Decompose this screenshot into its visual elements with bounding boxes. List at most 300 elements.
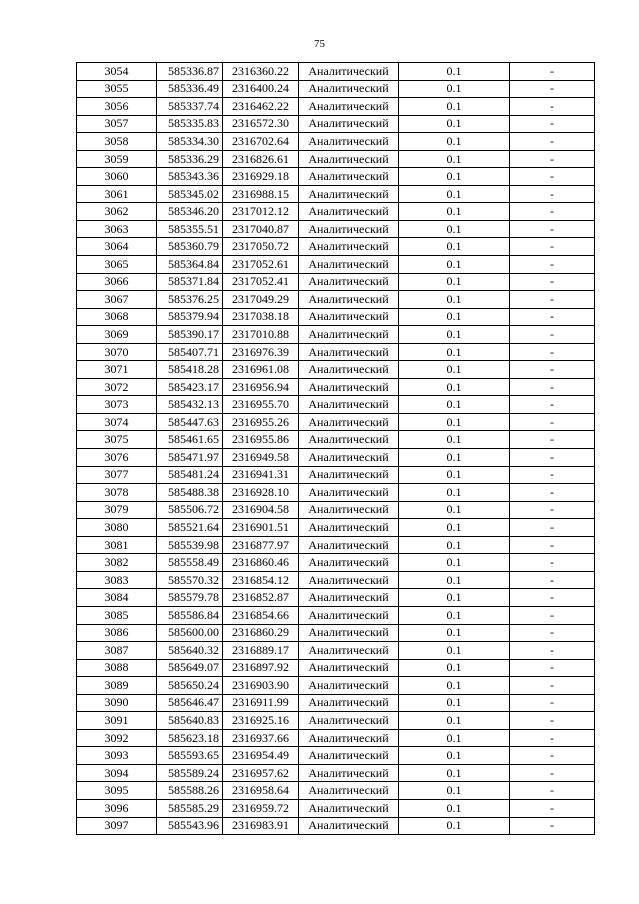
method-cell: Аналитический (299, 782, 399, 800)
note-cell: - (510, 712, 595, 730)
accuracy-cell: 0.1 (399, 554, 510, 572)
y-coordinate-cell: 2316911.99 (223, 694, 299, 712)
y-coordinate-cell: 2316572.30 (223, 115, 299, 133)
method-cell: Аналитический (299, 431, 399, 449)
x-coordinate-cell: 585336.87 (157, 63, 223, 81)
method-cell: Аналитический (299, 115, 399, 133)
note-cell: - (510, 606, 595, 624)
note-cell: - (510, 694, 595, 712)
y-coordinate-cell: 2317050.72 (223, 238, 299, 256)
method-cell: Аналитический (299, 203, 399, 221)
x-coordinate-cell: 585346.20 (157, 203, 223, 221)
method-cell: Аналитический (299, 361, 399, 379)
table-row (77, 782, 595, 800)
x-coordinate-cell: 585360.79 (157, 238, 223, 256)
method-cell: Аналитический (299, 606, 399, 624)
method-cell: Аналитический (299, 747, 399, 765)
y-coordinate-cell: 2316854.66 (223, 606, 299, 624)
y-coordinate-cell: 2316956.94 (223, 378, 299, 396)
method-cell: Аналитический (299, 519, 399, 537)
table-row (77, 203, 595, 221)
note-cell: - (510, 291, 595, 309)
point-number-cell: 3075 (77, 431, 157, 449)
method-cell: Аналитический (299, 466, 399, 484)
note-cell: - (510, 203, 595, 221)
accuracy-cell: 0.1 (399, 694, 510, 712)
note-cell: - (510, 150, 595, 168)
accuracy-cell: 0.1 (399, 238, 510, 256)
accuracy-cell: 0.1 (399, 624, 510, 642)
x-coordinate-cell: 585506.72 (157, 501, 223, 519)
point-number-cell: 3083 (77, 571, 157, 589)
y-coordinate-cell: 2316988.15 (223, 185, 299, 203)
accuracy-cell: 0.1 (399, 764, 510, 782)
method-cell: Аналитический (299, 238, 399, 256)
table-row (77, 589, 595, 607)
point-number-cell: 3060 (77, 168, 157, 186)
y-coordinate-cell: 2316958.64 (223, 782, 299, 800)
point-number-cell: 3091 (77, 712, 157, 730)
x-coordinate-cell: 585390.17 (157, 326, 223, 344)
note-cell: - (510, 589, 595, 607)
note-cell: - (510, 343, 595, 361)
table-row (77, 536, 595, 554)
x-coordinate-cell: 585335.83 (157, 115, 223, 133)
coordinates-table (76, 62, 595, 835)
note-cell: - (510, 238, 595, 256)
point-number-cell: 3087 (77, 642, 157, 660)
accuracy-cell: 0.1 (399, 98, 510, 116)
table-row (77, 466, 595, 484)
table-row (77, 642, 595, 660)
point-number-cell: 3085 (77, 606, 157, 624)
x-coordinate-cell: 585539.98 (157, 536, 223, 554)
y-coordinate-cell: 2317010.88 (223, 326, 299, 344)
method-cell: Аналитический (299, 413, 399, 431)
table-row (77, 554, 595, 572)
note-cell: - (510, 659, 595, 677)
point-number-cell: 3063 (77, 220, 157, 238)
method-cell: Аналитический (299, 589, 399, 607)
table-row (77, 80, 595, 98)
y-coordinate-cell: 2316941.31 (223, 466, 299, 484)
point-number-cell: 3064 (77, 238, 157, 256)
note-cell: - (510, 220, 595, 238)
method-cell: Аналитический (299, 642, 399, 660)
method-cell: Аналитический (299, 133, 399, 151)
point-number-cell: 3090 (77, 694, 157, 712)
method-cell: Аналитический (299, 624, 399, 642)
point-number-cell: 3081 (77, 536, 157, 554)
y-coordinate-cell: 2317052.61 (223, 256, 299, 274)
y-coordinate-cell: 2316400.24 (223, 80, 299, 98)
x-coordinate-cell: 585447.63 (157, 413, 223, 431)
accuracy-cell: 0.1 (399, 782, 510, 800)
x-coordinate-cell: 585343.36 (157, 168, 223, 186)
x-coordinate-cell: 585649.07 (157, 659, 223, 677)
point-number-cell: 3061 (77, 185, 157, 203)
note-cell: - (510, 168, 595, 186)
point-number-cell: 3079 (77, 501, 157, 519)
note-cell: - (510, 624, 595, 642)
table-row (77, 677, 595, 695)
method-cell: Аналитический (299, 378, 399, 396)
x-coordinate-cell: 585371.84 (157, 273, 223, 291)
method-cell: Аналитический (299, 273, 399, 291)
note-cell: - (510, 571, 595, 589)
note-cell: - (510, 729, 595, 747)
note-cell: - (510, 642, 595, 660)
accuracy-cell: 0.1 (399, 747, 510, 765)
method-cell: Аналитический (299, 185, 399, 203)
note-cell: - (510, 484, 595, 502)
y-coordinate-cell: 2317038.18 (223, 308, 299, 326)
table-row (77, 484, 595, 502)
accuracy-cell: 0.1 (399, 642, 510, 660)
y-coordinate-cell: 2316702.64 (223, 133, 299, 151)
point-number-cell: 3065 (77, 256, 157, 274)
method-cell: Аналитический (299, 150, 399, 168)
note-cell: - (510, 396, 595, 414)
x-coordinate-cell: 585336.29 (157, 150, 223, 168)
y-coordinate-cell: 2317012.12 (223, 203, 299, 221)
method-cell: Аналитический (299, 571, 399, 589)
y-coordinate-cell: 2316928.10 (223, 484, 299, 502)
y-coordinate-cell: 2316954.49 (223, 747, 299, 765)
coordinates-table-body (77, 63, 595, 835)
accuracy-cell: 0.1 (399, 484, 510, 502)
y-coordinate-cell: 2316826.61 (223, 150, 299, 168)
y-coordinate-cell: 2316955.26 (223, 413, 299, 431)
method-cell: Аналитический (299, 554, 399, 572)
method-cell: Аналитический (299, 256, 399, 274)
x-coordinate-cell: 585355.51 (157, 220, 223, 238)
x-coordinate-cell: 585588.26 (157, 782, 223, 800)
accuracy-cell: 0.1 (399, 63, 510, 81)
x-coordinate-cell: 585471.97 (157, 449, 223, 467)
point-number-cell: 3080 (77, 519, 157, 537)
note-cell: - (510, 63, 595, 81)
table-row (77, 817, 595, 835)
table-row (77, 273, 595, 291)
note-cell: - (510, 133, 595, 151)
accuracy-cell: 0.1 (399, 291, 510, 309)
point-number-cell: 3093 (77, 747, 157, 765)
accuracy-cell: 0.1 (399, 80, 510, 98)
note-cell: - (510, 361, 595, 379)
note-cell: - (510, 764, 595, 782)
point-number-cell: 3056 (77, 98, 157, 116)
x-coordinate-cell: 585423.17 (157, 378, 223, 396)
method-cell: Аналитический (299, 712, 399, 730)
table-row (77, 799, 595, 817)
point-number-cell: 3066 (77, 273, 157, 291)
note-cell: - (510, 501, 595, 519)
y-coordinate-cell: 2316957.62 (223, 764, 299, 782)
point-number-cell: 3077 (77, 466, 157, 484)
method-cell: Аналитический (299, 80, 399, 98)
method-cell: Аналитический (299, 396, 399, 414)
accuracy-cell: 0.1 (399, 203, 510, 221)
point-number-cell: 3096 (77, 799, 157, 817)
y-coordinate-cell: 2316929.18 (223, 168, 299, 186)
y-coordinate-cell: 2316959.72 (223, 799, 299, 817)
table-row (77, 378, 595, 396)
x-coordinate-cell: 585334.30 (157, 133, 223, 151)
accuracy-cell: 0.1 (399, 413, 510, 431)
table-row (77, 396, 595, 414)
table-row (77, 764, 595, 782)
table-row (77, 168, 595, 186)
x-coordinate-cell: 585376.25 (157, 291, 223, 309)
x-coordinate-cell: 585488.38 (157, 484, 223, 502)
method-cell: Аналитический (299, 484, 399, 502)
method-cell: Аналитический (299, 677, 399, 695)
point-number-cell: 3092 (77, 729, 157, 747)
x-coordinate-cell: 585650.24 (157, 677, 223, 695)
point-number-cell: 3089 (77, 677, 157, 695)
table-row (77, 659, 595, 677)
point-number-cell: 3067 (77, 291, 157, 309)
accuracy-cell: 0.1 (399, 185, 510, 203)
table-row (77, 712, 595, 730)
table-row (77, 133, 595, 151)
note-cell: - (510, 431, 595, 449)
y-coordinate-cell: 2316955.70 (223, 396, 299, 414)
accuracy-cell: 0.1 (399, 256, 510, 274)
point-number-cell: 3076 (77, 449, 157, 467)
method-cell: Аналитический (299, 817, 399, 835)
point-number-cell: 3055 (77, 80, 157, 98)
x-coordinate-cell: 585337.74 (157, 98, 223, 116)
method-cell: Аналитический (299, 764, 399, 782)
method-cell: Аналитический (299, 694, 399, 712)
method-cell: Аналитический (299, 168, 399, 186)
point-number-cell: 3057 (77, 115, 157, 133)
note-cell: - (510, 185, 595, 203)
method-cell: Аналитический (299, 220, 399, 238)
y-coordinate-cell: 2316889.17 (223, 642, 299, 660)
accuracy-cell: 0.1 (399, 729, 510, 747)
table-row (77, 308, 595, 326)
x-coordinate-cell: 585586.84 (157, 606, 223, 624)
table-row (77, 220, 595, 238)
table-row (77, 63, 595, 81)
y-coordinate-cell: 2316897.92 (223, 659, 299, 677)
accuracy-cell: 0.1 (399, 396, 510, 414)
point-number-cell: 3082 (77, 554, 157, 572)
point-number-cell: 3073 (77, 396, 157, 414)
x-coordinate-cell: 585432.13 (157, 396, 223, 414)
method-cell: Аналитический (299, 799, 399, 817)
y-coordinate-cell: 2317049.29 (223, 291, 299, 309)
table-row (77, 185, 595, 203)
y-coordinate-cell: 2316937.66 (223, 729, 299, 747)
y-coordinate-cell: 2316854.12 (223, 571, 299, 589)
accuracy-cell: 0.1 (399, 712, 510, 730)
method-cell: Аналитический (299, 343, 399, 361)
note-cell: - (510, 536, 595, 554)
accuracy-cell: 0.1 (399, 571, 510, 589)
y-coordinate-cell: 2316360.22 (223, 63, 299, 81)
point-number-cell: 3069 (77, 326, 157, 344)
point-number-cell: 3097 (77, 817, 157, 835)
point-number-cell: 3094 (77, 764, 157, 782)
method-cell: Аналитический (299, 63, 399, 81)
note-cell: - (510, 273, 595, 291)
y-coordinate-cell: 2316961.08 (223, 361, 299, 379)
accuracy-cell: 0.1 (399, 449, 510, 467)
x-coordinate-cell: 585379.94 (157, 308, 223, 326)
note-cell: - (510, 326, 595, 344)
table-row (77, 238, 595, 256)
x-coordinate-cell: 585600.00 (157, 624, 223, 642)
table-row (77, 256, 595, 274)
y-coordinate-cell: 2316955.86 (223, 431, 299, 449)
x-coordinate-cell: 585646.47 (157, 694, 223, 712)
point-number-cell: 3062 (77, 203, 157, 221)
accuracy-cell: 0.1 (399, 536, 510, 554)
table-row (77, 624, 595, 642)
y-coordinate-cell: 2316901.51 (223, 519, 299, 537)
table-row (77, 747, 595, 765)
table-row (77, 413, 595, 431)
accuracy-cell: 0.1 (399, 326, 510, 344)
point-number-cell: 3078 (77, 484, 157, 502)
x-coordinate-cell: 585623.18 (157, 729, 223, 747)
accuracy-cell: 0.1 (399, 378, 510, 396)
point-number-cell: 3074 (77, 413, 157, 431)
accuracy-cell: 0.1 (399, 659, 510, 677)
accuracy-cell: 0.1 (399, 133, 510, 151)
note-cell: - (510, 677, 595, 695)
y-coordinate-cell: 2316976.39 (223, 343, 299, 361)
table-row (77, 449, 595, 467)
method-cell: Аналитический (299, 536, 399, 554)
table-row (77, 519, 595, 537)
accuracy-cell: 0.1 (399, 501, 510, 519)
point-number-cell: 3058 (77, 133, 157, 151)
method-cell: Аналитический (299, 308, 399, 326)
method-cell: Аналитический (299, 501, 399, 519)
point-number-cell: 3068 (77, 308, 157, 326)
point-number-cell: 3095 (77, 782, 157, 800)
x-coordinate-cell: 585364.84 (157, 256, 223, 274)
y-coordinate-cell: 2316904.58 (223, 501, 299, 519)
x-coordinate-cell: 585585.29 (157, 799, 223, 817)
y-coordinate-cell: 2316983.91 (223, 817, 299, 835)
y-coordinate-cell: 2316903.90 (223, 677, 299, 695)
table-row (77, 98, 595, 116)
accuracy-cell: 0.1 (399, 150, 510, 168)
accuracy-cell: 0.1 (399, 273, 510, 291)
y-coordinate-cell: 2317040.87 (223, 220, 299, 238)
y-coordinate-cell: 2316877.97 (223, 536, 299, 554)
note-cell: - (510, 115, 595, 133)
accuracy-cell: 0.1 (399, 466, 510, 484)
x-coordinate-cell: 585543.96 (157, 817, 223, 835)
table-row (77, 150, 595, 168)
y-coordinate-cell: 2316462.22 (223, 98, 299, 116)
accuracy-cell: 0.1 (399, 817, 510, 835)
table-row (77, 694, 595, 712)
y-coordinate-cell: 2316949.58 (223, 449, 299, 467)
x-coordinate-cell: 585579.78 (157, 589, 223, 607)
accuracy-cell: 0.1 (399, 343, 510, 361)
x-coordinate-cell: 585418.28 (157, 361, 223, 379)
point-number-cell: 3072 (77, 378, 157, 396)
note-cell: - (510, 519, 595, 537)
x-coordinate-cell: 585640.32 (157, 642, 223, 660)
note-cell: - (510, 817, 595, 835)
table-row (77, 729, 595, 747)
y-coordinate-cell: 2316860.46 (223, 554, 299, 572)
x-coordinate-cell: 585593.65 (157, 747, 223, 765)
point-number-cell: 3059 (77, 150, 157, 168)
point-number-cell: 3088 (77, 659, 157, 677)
x-coordinate-cell: 585640.83 (157, 712, 223, 730)
point-number-cell: 3084 (77, 589, 157, 607)
point-number-cell: 3071 (77, 361, 157, 379)
note-cell: - (510, 554, 595, 572)
method-cell: Аналитический (299, 291, 399, 309)
accuracy-cell: 0.1 (399, 677, 510, 695)
x-coordinate-cell: 585407.71 (157, 343, 223, 361)
accuracy-cell: 0.1 (399, 361, 510, 379)
note-cell: - (510, 98, 595, 116)
x-coordinate-cell: 585570.32 (157, 571, 223, 589)
table-row (77, 326, 595, 344)
note-cell: - (510, 80, 595, 98)
method-cell: Аналитический (299, 449, 399, 467)
note-cell: - (510, 747, 595, 765)
accuracy-cell: 0.1 (399, 168, 510, 186)
x-coordinate-cell: 585345.02 (157, 185, 223, 203)
note-cell: - (510, 378, 595, 396)
x-coordinate-cell: 585461.65 (157, 431, 223, 449)
accuracy-cell: 0.1 (399, 519, 510, 537)
table-row (77, 501, 595, 519)
point-number-cell: 3054 (77, 63, 157, 81)
x-coordinate-cell: 585521.64 (157, 519, 223, 537)
table-row (77, 343, 595, 361)
accuracy-cell: 0.1 (399, 606, 510, 624)
point-number-cell: 3070 (77, 343, 157, 361)
method-cell: Аналитический (299, 326, 399, 344)
accuracy-cell: 0.1 (399, 220, 510, 238)
note-cell: - (510, 308, 595, 326)
table-row (77, 606, 595, 624)
note-cell: - (510, 449, 595, 467)
table-row (77, 361, 595, 379)
accuracy-cell: 0.1 (399, 308, 510, 326)
accuracy-cell: 0.1 (399, 431, 510, 449)
accuracy-cell: 0.1 (399, 589, 510, 607)
point-number-cell: 3086 (77, 624, 157, 642)
table-row (77, 431, 595, 449)
y-coordinate-cell: 2316925.16 (223, 712, 299, 730)
note-cell: - (510, 799, 595, 817)
note-cell: - (510, 782, 595, 800)
note-cell: - (510, 413, 595, 431)
x-coordinate-cell: 585336.49 (157, 80, 223, 98)
table-row (77, 115, 595, 133)
y-coordinate-cell: 2316860.29 (223, 624, 299, 642)
method-cell: Аналитический (299, 729, 399, 747)
page-number: 75 (314, 38, 325, 50)
accuracy-cell: 0.1 (399, 799, 510, 817)
y-coordinate-cell: 2317052.41 (223, 273, 299, 291)
